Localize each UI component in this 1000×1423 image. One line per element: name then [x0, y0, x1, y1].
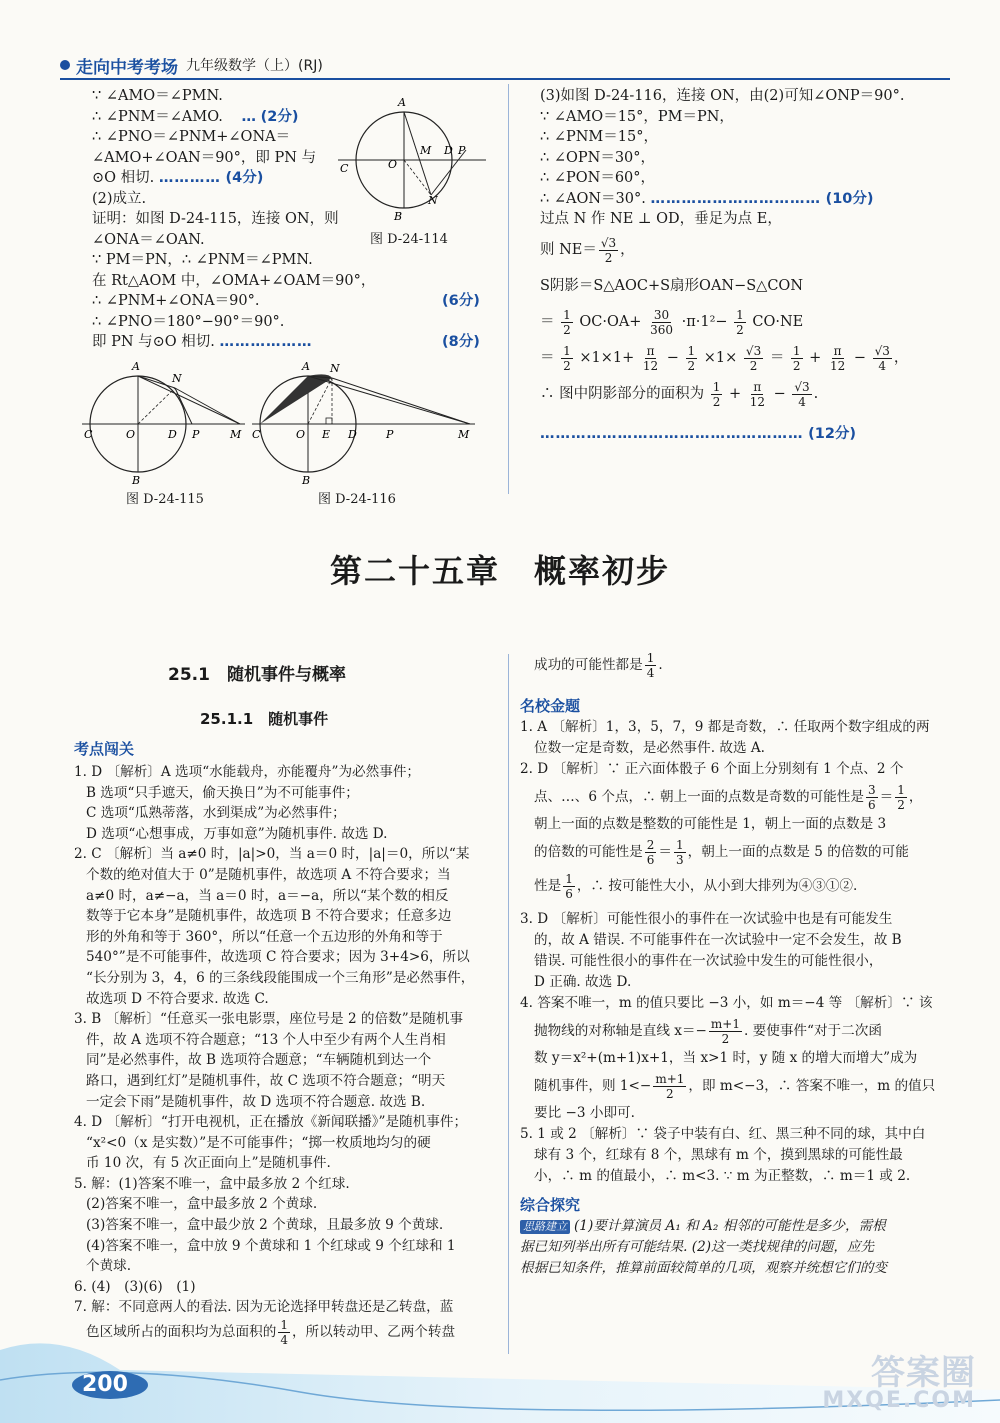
- answer-line: 的，故 A 错误. 不可能事件在一次试验中一定不会发生，故 B: [534, 932, 902, 948]
- section-title-25-1: 25.1 随机事件与概率: [168, 665, 346, 685]
- answer-text: 点、…、6 个点，∴ 朝上一面的点数是奇数的可能性是: [534, 789, 864, 805]
- svg-text:O: O: [388, 158, 398, 171]
- svg-text:O: O: [126, 428, 136, 441]
- denominator: 6: [867, 798, 876, 812]
- denominator: 2: [721, 1032, 730, 1046]
- denominator: 12: [642, 358, 659, 373]
- answer-text: 的倍数的可能性是: [534, 844, 643, 860]
- fraction: [744, 344, 763, 373]
- answer-text: (1)要计算演员 A₁ 和 A₂ 相邻的可能性是多少，需根: [574, 1218, 886, 1234]
- answer-text: ＝: [879, 789, 894, 805]
- numerator: 1: [280, 1318, 288, 1333]
- text-line: ∴ ∠PNO＝∠PNM+∠ONA＝: [92, 129, 291, 145]
- text-line: ∴ ∠PON＝60°，: [540, 170, 656, 186]
- denominator: 3: [675, 853, 684, 867]
- answer-line: “x²<0（x 是实数）”是不可能事件；“掷一枚质地均匀的硬: [86, 1134, 431, 1151]
- fraction: [792, 380, 811, 409]
- denominator: 12: [829, 358, 846, 373]
- column-divider-top: [508, 84, 509, 494]
- text-line: [92, 291, 492, 312]
- text-line: 证明：如图 D-24-115，连接 ON，则: [92, 211, 339, 227]
- denominator: 2: [687, 358, 696, 373]
- watermark-url: MXQE.COM: [822, 1388, 976, 1413]
- math-line: ∴ 图中阴影部分的面积为 $\frac{1}{2}$ + $\frac{\pi}{12}$ − $\frac{√3}{4}$ .: [540, 379, 819, 409]
- svg-text:B: B: [394, 210, 403, 222]
- numerator: √3: [874, 343, 890, 358]
- answer-line: [520, 1069, 950, 1103]
- answer-text: 性是: [534, 878, 562, 894]
- answer-line: 1. D 〔解析〕A 选项“水能载舟，亦能覆舟”为必然事件；: [74, 764, 421, 780]
- svg-text:M: M: [420, 144, 432, 157]
- text-line: ∠AMO+∠OAN＝90°，即 PN 与: [92, 149, 317, 166]
- answer-line: 错误. 可能性很小的事件在一次试验中发生的可能性很小，: [534, 953, 883, 969]
- answer-line: [520, 1014, 950, 1048]
- denominator: 6: [565, 887, 573, 901]
- numerator: 30: [653, 307, 670, 322]
- svg-text:N: N: [428, 194, 438, 207]
- numerator: m+1: [655, 1072, 685, 1086]
- fraction: [561, 344, 573, 373]
- numerator: √3: [745, 343, 762, 358]
- math-text: ·π·1²−: [681, 314, 728, 330]
- numerator: π: [646, 343, 655, 358]
- answer-line: D 选项“心想事成，万事如意”为随机事件. 故选 D.: [86, 825, 388, 842]
- figure-caption-115: 图 D-24-115: [126, 492, 204, 507]
- column-divider: [508, 654, 509, 1354]
- svg-text:N: N: [172, 372, 182, 385]
- denominator: 2: [666, 1087, 674, 1101]
- answer-line: (3)答案不唯一，盒中最少放 2 个黄球，且最多放 9 个黄球.: [86, 1217, 444, 1234]
- text-line: (3)如图 D-24-116，连接 ON，由(2)可知∠ONP＝90°.: [540, 88, 905, 104]
- numerator: √3: [794, 379, 810, 394]
- answer-line: 个黄球.: [86, 1258, 132, 1275]
- answer-line: D 正确. 故选 D.: [534, 974, 632, 990]
- text-line: 即 PN 与⊙O 相切. ……………… (8分): [92, 332, 492, 353]
- zonghe-heading: 综合探究: [520, 1196, 581, 1214]
- numerator: π: [833, 343, 842, 358]
- svg-text:B: B: [302, 474, 311, 486]
- score-12: (12分): [808, 426, 857, 442]
- numerator: √3: [600, 235, 617, 250]
- brand-title: 走向中考考场: [76, 57, 178, 78]
- math-text: −: [853, 350, 866, 366]
- svg-text:D: D: [348, 428, 357, 441]
- text-line: ∠ONA＝∠OAN.: [92, 231, 205, 248]
- fraction: [873, 344, 892, 373]
- text-line: ∵ ∠AMO＝∠PMN.: [92, 88, 223, 104]
- svg-text:B: B: [132, 474, 141, 486]
- svg-text:D: D: [444, 144, 453, 157]
- answer-line: 4. D 〔解析〕“打开电视机，正在播放《新闻联播》”是随机事件；: [74, 1114, 468, 1131]
- svg-text:A: A: [398, 96, 406, 109]
- answer-line: 数等于它本身”是随机事件，故选项 B 不符合要求；任意多边: [86, 908, 452, 925]
- right-top-text: [540, 86, 950, 230]
- denominator: 2: [604, 250, 613, 265]
- answer-line: 一定会下雨”是随机事件，故 D 选项不符合题意. 故选 B.: [86, 1093, 426, 1110]
- numerator: 1: [736, 307, 744, 322]
- fraction: [866, 783, 878, 812]
- fraction: [561, 308, 573, 337]
- header-rule: [60, 78, 950, 80]
- svg-text:M: M: [458, 428, 470, 441]
- denominator: 6: [646, 853, 655, 867]
- score-10: (10分): [825, 190, 874, 207]
- page-number: 200: [82, 1372, 128, 1397]
- answer-line: 1. A 〔解析〕1，3，5，7，9 都是奇数，∴ 任取两个数字组成的两: [520, 719, 930, 735]
- score-8: (8分): [442, 334, 480, 350]
- denominator: 360: [650, 322, 673, 337]
- svg-text:A: A: [132, 360, 140, 373]
- numerator: 1: [792, 343, 801, 358]
- text-line: 过点 N 作 NE ⊥ OD，垂足为点 E，: [540, 211, 782, 227]
- text-line: ∴ ∠PNM+∠ONA＝90°.: [92, 293, 260, 309]
- answer-text: 色区域所占的面积均为总面积的: [86, 1324, 277, 1341]
- math-text: +: [809, 350, 822, 366]
- denominator: 2: [749, 358, 758, 373]
- text-line: ∴ ∠PNM＝15°，: [540, 129, 658, 145]
- mingxiao-heading: 名校金题: [520, 697, 581, 715]
- kaodian-heading: 考点闯关: [74, 740, 135, 758]
- answer-line: [520, 869, 950, 903]
- answer-line: 7. 解：不同意两人的看法. 因为无论选择甲转盘还是乙转盘，蓝: [74, 1299, 454, 1316]
- answer-line: 2. C 〔解析〕当 a≠0 时，|a|>0，当 a＝0 时，|a|＝0，所以“某: [74, 846, 470, 863]
- answer-line: 根据已知条件，推算前面较简单的几项，观察并统想它们的变: [520, 1260, 888, 1276]
- denominator: 2: [897, 798, 905, 812]
- answer-line: 3. B 〔解析〕“任意买一张电影票，座位号是 2 的倍数”是随机事: [74, 1011, 464, 1028]
- math-text: ＝: [769, 350, 785, 366]
- svg-text:P: P: [192, 428, 200, 441]
- answer-text: 抛物线的对称轴是直线 x＝−: [534, 1023, 707, 1039]
- text-line: 在 Rt△AOM 中，∠OMA+∠OAM＝90°，: [92, 272, 376, 289]
- numerator: 1: [687, 343, 696, 358]
- text-line: 即 PN 与⊙O 相切.: [92, 334, 215, 350]
- math-text: OC·OA+: [579, 314, 642, 330]
- answer-text: ，即 m<−3，∴ 答案不唯一，m 的值只: [688, 1078, 936, 1094]
- numerator: 1: [563, 307, 571, 322]
- text-line: ∵ PM＝PN，∴ ∠PNM＝∠PMN.: [92, 252, 313, 268]
- numerator: m+1: [710, 1017, 740, 1031]
- score-2: (2分): [260, 108, 299, 125]
- denominator: 4: [280, 1333, 288, 1348]
- numerator: 1: [563, 343, 571, 358]
- text-line: ∴ ∠PNM＝∠AMO. … (2分): [92, 108, 299, 125]
- fraction: [563, 872, 575, 901]
- svg-text:O: O: [296, 428, 306, 441]
- score-6: (6分): [442, 293, 480, 309]
- math-text: +: [728, 386, 742, 402]
- answer-line: a≠0 时，a≠−a，当 a＝0 时，a＝−a，所以“某个数的相反: [86, 887, 449, 904]
- answer-text: ，朝上一面的点数是 5 的倍数的可能: [687, 844, 909, 860]
- text-line: ∴ ∠PNO＝180°−90°＝90°.: [92, 313, 285, 330]
- svg-text:C: C: [84, 428, 93, 441]
- text-line: (2)成立.: [92, 190, 147, 207]
- denominator: 2: [712, 394, 721, 409]
- answer-line: 要比 −3 小即可.: [534, 1105, 635, 1121]
- text-line: ⊙O 相切.: [92, 170, 155, 186]
- answer-line: 5. 解：(1)答案不唯一，盒中最多放 2 个红球.: [74, 1175, 350, 1192]
- math-text: ∴ 图中阴影部分的面积为: [540, 386, 705, 402]
- fraction: [648, 308, 675, 337]
- svg-text:P: P: [386, 428, 394, 441]
- text-line: ∴ ∠AON＝30°.: [540, 190, 646, 207]
- math-text: ×1×1+: [579, 350, 635, 366]
- answer-line: [520, 780, 950, 814]
- answer-line: 成功的可能性都是 $\frac{1}{4}$ .: [534, 651, 663, 680]
- figure-caption-114: 图 D-24-114: [370, 232, 448, 247]
- svg-text:C: C: [340, 162, 349, 175]
- left-answers: [74, 762, 499, 1347]
- math-text: ＝: [540, 350, 555, 366]
- svg-text:C: C: [252, 428, 261, 441]
- math-text: −: [773, 386, 786, 402]
- denominator: 2: [563, 358, 571, 373]
- answer-line: 数 y＝x²+(m+1)x+1，当 x>1 时，y 随 x 的增大而增大”成为: [534, 1050, 918, 1066]
- numerator: 1: [646, 651, 655, 665]
- fraction: [734, 308, 746, 337]
- numerator: π: [753, 379, 762, 394]
- fraction: [653, 1072, 686, 1101]
- text-line: ∴ ∠OPN＝30°，: [540, 149, 656, 166]
- math-text: ×1×: [703, 350, 738, 366]
- denominator: 2: [563, 322, 571, 337]
- answer-line: 件，故 A 选项不符合题意；“13 个人中至少有两个人生肖相: [86, 1031, 446, 1048]
- fraction: [599, 236, 618, 265]
- numerator: 1: [675, 838, 684, 852]
- answer-line: C 选项“瓜熟蒂落，水到渠成”为必然事件；: [86, 805, 346, 822]
- math-text: ＝: [540, 314, 555, 330]
- math-line: [540, 304, 950, 340]
- math-line: ＝ $\frac{1}{2}$ ×1×1+ $\frac{\pi}{12}$ − $\frac{1}{2}$ ×1× $\frac{√3}{2}$ ＝ $\frac{1}{2}$ + $\frac{\pi}{12}$ − $\frac{√3}{4}$ ，: [540, 343, 909, 373]
- math-line: …………………………………………… (12分): [540, 426, 857, 442]
- svg-text:P: P: [458, 144, 466, 157]
- svg-text:E: E: [322, 428, 331, 441]
- fraction: [895, 783, 907, 812]
- answer-line: [520, 1216, 950, 1237]
- fraction: [641, 344, 660, 373]
- answer-line: 4. 答案不唯一，m 的值只要比 −3 小，如 m＝−4 等 〔解析〕∵ 该: [520, 995, 933, 1011]
- score-4: (4分): [225, 170, 264, 186]
- denominator: 12: [749, 394, 766, 409]
- numerator: 1: [897, 783, 905, 797]
- numerator: 1: [712, 379, 721, 394]
- answer-text: 随机事件，则 1<−: [534, 1078, 652, 1094]
- text-line: ∴ ∠PNM＝∠AMO.: [92, 108, 223, 125]
- answer-line: 个数的绝对值大于 0”是随机事件，故选项 A 不符合要求；当: [86, 866, 451, 883]
- numerator: 1: [565, 872, 573, 886]
- denominator: 4: [798, 394, 806, 409]
- denominator: 4: [646, 666, 655, 680]
- answer-text: ，: [908, 789, 923, 805]
- svg-text:N: N: [330, 362, 340, 375]
- answer-line: 6. (4) (3)(6) (1): [74, 1278, 196, 1295]
- answer-line: [520, 835, 950, 869]
- answer-line: 朝上一面的点数是整数的可能性是 1，朝上一面的点数是 3: [534, 816, 887, 832]
- answer-line: 据已知列举出所有可能结果. (2)这一类找规律的问题，应先: [520, 1239, 875, 1255]
- figure-d-24-116: [250, 356, 480, 486]
- svg-text:A: A: [302, 360, 310, 373]
- fraction: [828, 344, 847, 373]
- watermark-logo: 答案圈: [871, 1353, 976, 1393]
- page-header: [60, 50, 960, 80]
- fraction: [686, 344, 698, 373]
- math-text: 则 NE＝: [540, 242, 597, 258]
- right-math: [540, 232, 950, 452]
- answer-line: “长分别为 3，4，6 的三条线段能围成一个三角形”是必然事件，: [86, 969, 475, 986]
- book-title: 九年级数学（上）(RJ): [186, 58, 323, 74]
- figure-d-24-115: [80, 356, 250, 486]
- answer-text: . 要使事件“对于二次函: [744, 1023, 882, 1039]
- denominator: 4: [878, 358, 887, 373]
- figure-d-24-114: [336, 92, 496, 222]
- answer-line: 位数一定是奇数，是必然事件. 故选 A.: [534, 740, 766, 756]
- fraction: [748, 380, 767, 409]
- chapter-title: 第二十五章 概率初步: [329, 552, 670, 590]
- answer-line: (4)答案不唯一，盒中放 9 个黄球和 1 个红球或 9 个红球和 1: [86, 1237, 456, 1254]
- answer-line: 540°”是不可能事件，故选项 C 符合要求；因为 3+4>6，所以: [86, 949, 470, 966]
- math-text: −: [666, 350, 679, 366]
- math-text: CO·NE: [752, 314, 804, 330]
- answer-line: 5. 1 或 2 〔解析〕∵ 袋子中装有白、红、黑三种不同的球，其中白: [520, 1126, 926, 1142]
- answer-line: 球有 3 个，红球有 8 个，黑球有 m 个，摸到黑球的可能性最: [534, 1147, 903, 1163]
- answer-line: 形的外角和等于 360°，所以“任意一个五边形的外角和等于: [86, 928, 443, 945]
- figure-caption-116: 图 D-24-116: [318, 492, 396, 507]
- fraction: [674, 838, 686, 867]
- answer-line: 3. D 〔解析〕可能性很小的事件在一次试验中也是有可能发生: [520, 911, 893, 927]
- svg-text:D: D: [168, 428, 177, 441]
- math-line: 则 NE＝ $\frac{√3}{2}$ ，: [540, 235, 635, 265]
- numerator: 3: [867, 783, 876, 797]
- numerator: 2: [646, 838, 655, 852]
- answer-text: 成功的可能性都是: [534, 657, 643, 673]
- answer-line: 同”是必然事件，故 B 选项符合题意；“车辆随机到达一个: [86, 1052, 432, 1069]
- math-line: S阴影＝S△AOC+S扇形OAN−S△CON: [540, 278, 804, 294]
- answer-text: ＝: [658, 844, 672, 860]
- fraction: [645, 838, 657, 867]
- answer-text: ，所以转动甲、乙两个转盘: [291, 1324, 456, 1341]
- fraction: [709, 1017, 742, 1046]
- silu-tag: 思路建立: [520, 1220, 570, 1234]
- fraction: [791, 344, 803, 373]
- text-line: ⊙O 相切. ………… (4分): [92, 170, 264, 186]
- answer-line: 故选项 D 不符合要求. 故选 C.: [86, 990, 269, 1007]
- answer-line: (2)答案不唯一，盒中最多放 2 个黄球.: [86, 1196, 318, 1213]
- answer-line: 路口，遇到红灯”是随机事件，故 C 选项不符合题意；“明天: [86, 1072, 446, 1089]
- answer-line: 币 10 次，有 5 次正面向上”是随机事件.: [86, 1155, 331, 1172]
- fraction: [645, 651, 657, 680]
- svg-text:M: M: [230, 428, 242, 441]
- text-line: ∴ ∠AON＝30°. …………………………… (10分): [540, 190, 874, 207]
- answer-line: 小，∴ m 的值最小，∴ m<3. ∵ m 为正整数，∴ m＝1 或 2.: [534, 1168, 911, 1184]
- section-title-25-1-1: 25.1.1 随机事件: [200, 710, 329, 728]
- answer-text: ，∴ 按可能性大小，从小到大排列为④③①②.: [576, 878, 858, 894]
- denominator: 2: [792, 358, 801, 373]
- fraction: [711, 380, 723, 409]
- denominator: 2: [736, 322, 744, 337]
- bullet-icon: [60, 60, 70, 70]
- text-line: ∵ ∠AMO＝15°，PM＝PN，: [540, 108, 734, 125]
- right-answers: [520, 648, 950, 1279]
- answer-line: B 选项“只手遮天，偷天换日”为不可能事件；: [86, 784, 359, 801]
- answer-line: 2. D 〔解析〕∵ 正六面体骰子 6 个面上分别刻有 1 个点、2 个: [520, 761, 904, 777]
